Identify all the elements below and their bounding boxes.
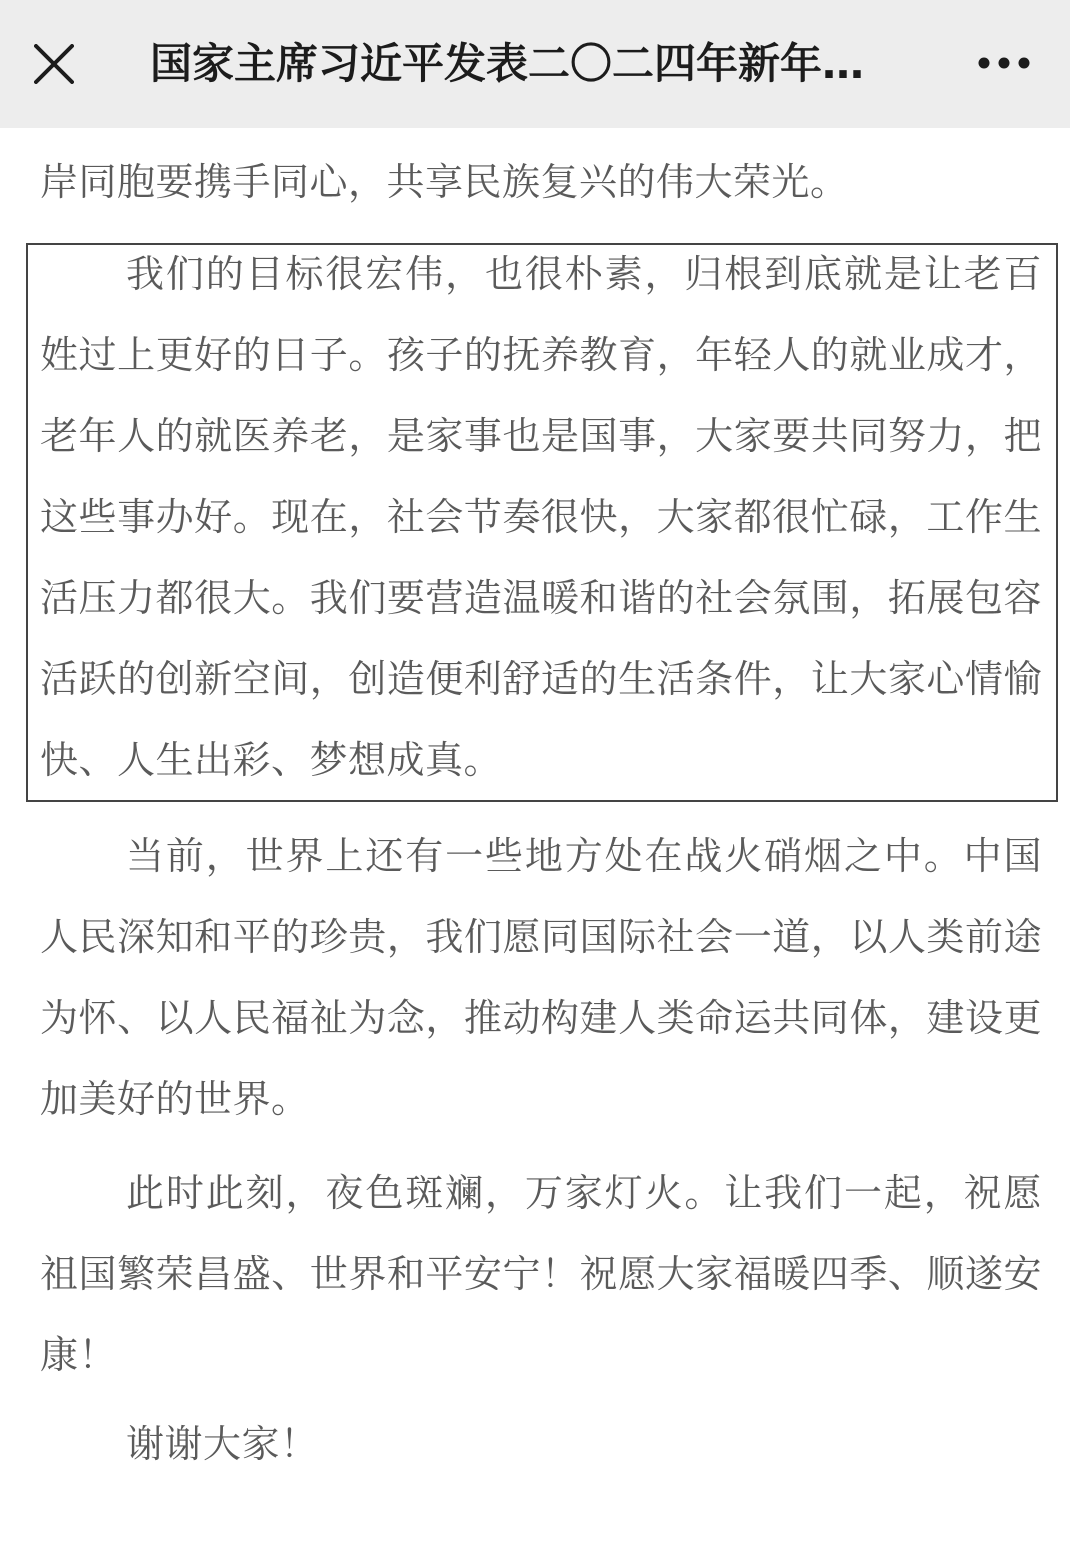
more-dots-icon bbox=[978, 56, 1030, 70]
more-options-button[interactable] bbox=[968, 36, 1040, 92]
top-navigation-bar bbox=[0, 0, 1070, 128]
paragraph-continuation: 岸同胞要携手同心，共享民族复兴的伟大荣光。 bbox=[40, 160, 849, 204]
close-icon bbox=[34, 44, 74, 84]
page-title: 国家主席习近平发表二〇二四年新年… bbox=[150, 39, 865, 88]
paragraph-thanks: 谢谢大家！ bbox=[126, 1422, 319, 1466]
paragraph-world-peace: 当前，世界上还有一些地方处在战火硝烟之中。中国人民深知和平的珍贵，我们愿同国际社会一道，以人类前途为怀、以人民福祉为念，推动构建人类命运共同体，建设更加美好的世界。 bbox=[40, 834, 1042, 1121]
close-button[interactable] bbox=[24, 28, 88, 100]
paragraph-blessings: 此时此刻，夜色斑斓，万家灯火。让我们一起，祝愿祖国繁荣昌盛、世界和平安宁！祝愿大家福暖四季、顺遂安康！ bbox=[40, 1171, 1042, 1377]
paragraph-highlighted: 我们的目标很宏伟，也很朴素，归根到底就是让老百姓过上更好的日子。孩子的抚养教育，年轻人的就业成才，老年人的就医养老，是家事也是国事，大家要共同努力，把这些事办好。现在，社会节奏很快，大家都很忙碌，工作生活压力都很大。我们要营造温暖和谐的社会氛围，拓展包容活跃的创新空间，创造便利舒适的生活条件，让大家心情愉快、人生出彩、梦想成真。 bbox=[40, 252, 1042, 782]
